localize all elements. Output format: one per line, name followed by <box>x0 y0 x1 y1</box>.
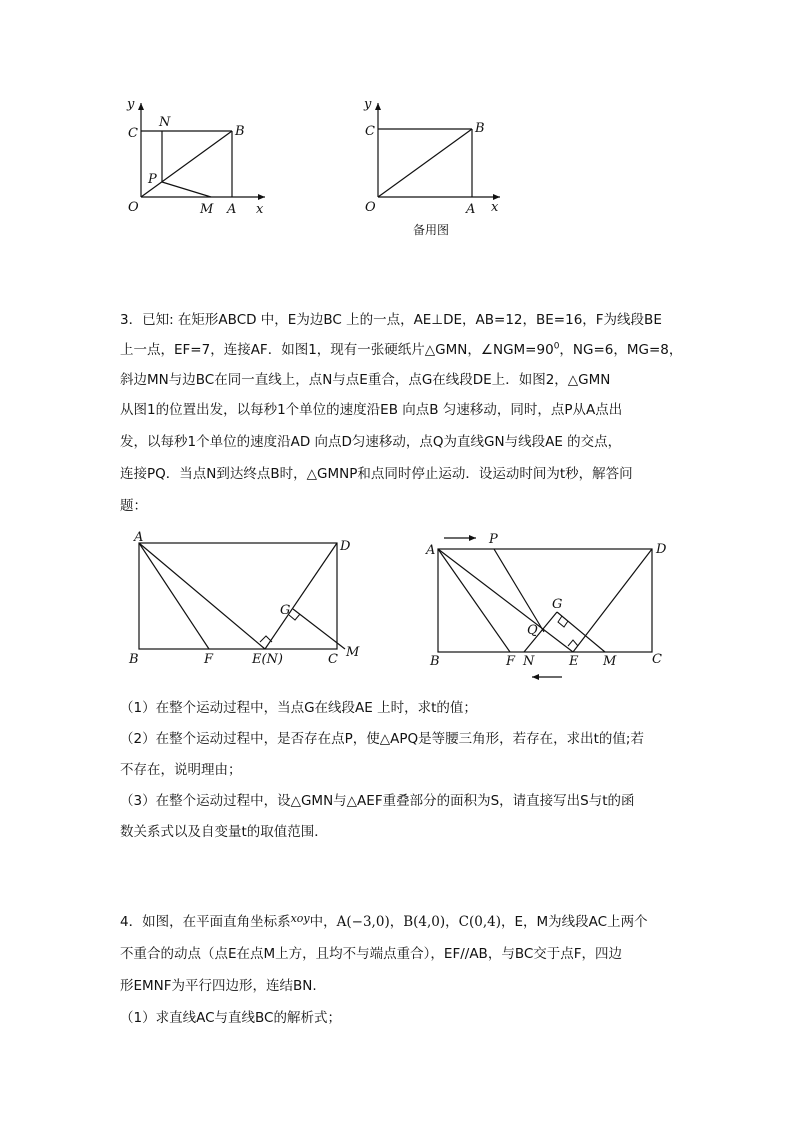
q3-line-4: 从图1的位置出发，以每秒1个单位的速度沿EB 向点B 匀速移动，同时，点P从A点出 <box>120 402 623 418</box>
label-y: y <box>127 97 135 112</box>
label-E: E <box>569 654 579 669</box>
label-M: M <box>200 202 214 217</box>
segment-AF <box>139 543 209 649</box>
label-C: C <box>328 652 338 667</box>
q3-line-2-text: 上一点，EF=7，连接AF．如图1，现有一张硬纸片△GMN，∠NGM=90 <box>120 342 554 358</box>
label-N: N <box>159 115 171 130</box>
label-Q: Q <box>527 623 538 638</box>
label-A: A <box>134 530 144 545</box>
label-B: B <box>235 124 245 139</box>
coordinate-figure-2 <box>352 95 512 225</box>
label-D: D <box>656 542 667 557</box>
label-F: F <box>506 654 516 669</box>
label-x: x <box>256 202 264 217</box>
q4-prefix: 4．如图，在平面直角坐标系 <box>120 914 291 930</box>
q4-line-3: 形EMNF为平行四边形，连结BN. <box>120 978 317 994</box>
segment-DE <box>265 543 337 649</box>
label-E-N: E(N) <box>252 652 284 667</box>
q3-line-7: 题： <box>120 498 147 514</box>
q4-sub-1: （1）求直线AC与直线BC的解析式； <box>120 1010 341 1026</box>
label-B: B <box>475 121 485 136</box>
right-angle-mark-G <box>289 614 300 620</box>
q4-line-2: 不重合的动点（点E在点M上方，且均不与端点重合），EF//AB，与BC交于点F，四边 <box>120 946 623 962</box>
q4-mid: 中， <box>309 914 337 930</box>
figure-2-caption: 备用图 <box>413 223 450 237</box>
label-G: G <box>552 597 563 612</box>
q3-line-3: 斜边MN与边BC在同一直线上，点N与点E重合，点G在线段DE上．如图2，△GMN <box>120 372 611 388</box>
q3-line-1: 3．已知: 在矩形ABCD 中，E为边BC 上的一点，AE⊥DE，AB=12，BE=16，F为线段BE <box>120 312 662 328</box>
q4-point-A: A(−3,0) <box>336 914 390 930</box>
segment-DE <box>573 549 652 652</box>
q3-sub-2a: （2）在整个运动过程中，是否存在点P，使△APQ是等腰三角形，若存在，求出t的值;若 <box>120 731 644 747</box>
q3-sub-2b: 不存在，说明理由； <box>120 762 242 778</box>
rectangle-figure-2 <box>422 530 684 680</box>
segment-OB <box>141 131 232 197</box>
label-M: M <box>603 654 617 669</box>
segment-OB <box>378 129 472 197</box>
label-C: C <box>652 652 662 667</box>
label-M: M <box>346 645 360 660</box>
label-A: A <box>426 543 436 558</box>
segment-AE <box>139 543 265 649</box>
y-axis-arrow <box>138 103 144 110</box>
q3-sub-3a: （3）在整个运动过程中，设△GMN与△AEF重叠部分的面积为S，请直接写出S与t的函 <box>120 793 635 809</box>
label-A: A <box>466 202 476 217</box>
label-B: B <box>129 652 139 667</box>
rectangle-ABCD <box>438 549 652 652</box>
q4-point-C: C(0,4) <box>458 914 501 930</box>
q3-sub-3b: 数关系式以及自变量t的取值范围． <box>120 824 328 840</box>
label-G: G <box>280 603 291 618</box>
segment-PM <box>162 182 211 197</box>
segment-PQ <box>494 549 544 632</box>
q4-xoy: xoy <box>290 912 310 925</box>
arrow-left-head <box>532 674 539 680</box>
coordinate-figure-1 <box>115 95 275 225</box>
q3-sub-1: （1）在整个运动过程中，当点G在线段AE 上时，求t的值； <box>120 700 477 716</box>
label-P: P <box>148 172 157 187</box>
segment-AF <box>438 549 510 652</box>
q4-point-B: B(4,0) <box>403 914 446 930</box>
label-y: y <box>364 97 372 112</box>
label-C: C <box>128 126 138 141</box>
label-N: N <box>523 654 535 669</box>
label-B: B <box>430 654 440 669</box>
label-x: x <box>491 200 499 215</box>
degree-superscript: 0 <box>553 341 560 352</box>
q4-line-1: 4．如图，在平面直角坐标系$^{xoy}$中，A(−3,0)，B(4,0)，C(0,4)，E，M为线段AC上两个 <box>120 912 648 930</box>
q3-line-6: 连接PQ．当点N到达终点B时，△GMNP和点同时停止运动．设运动时间为t秒，解答问 <box>120 466 633 482</box>
rectangle-figure-1 <box>125 530 365 670</box>
label-D: D <box>340 539 351 554</box>
q3-line-2 <box>120 338 682 358</box>
arrow-right-head <box>469 535 476 541</box>
label-O: O <box>128 200 139 215</box>
q4-rest: ，E，M为线段AC上两个 <box>501 914 648 930</box>
q3-line-2-tail: ，NG=6，MG=8， <box>559 342 683 358</box>
x-axis-arrow <box>258 194 265 200</box>
right-angle-mark-E <box>568 640 578 646</box>
label-C: C <box>365 124 375 139</box>
rectangle-ABCD <box>139 543 337 649</box>
q3-line-5: 发，以每秒1个单位的速度沿AD 向点D匀速移动，点Q为直线GN与线段AE 的交点， <box>120 434 622 450</box>
y-axis-arrow <box>375 103 381 110</box>
label-F: F <box>204 652 214 667</box>
label-O: O <box>365 200 376 215</box>
label-A: A <box>227 202 237 217</box>
label-P: P <box>489 532 498 547</box>
